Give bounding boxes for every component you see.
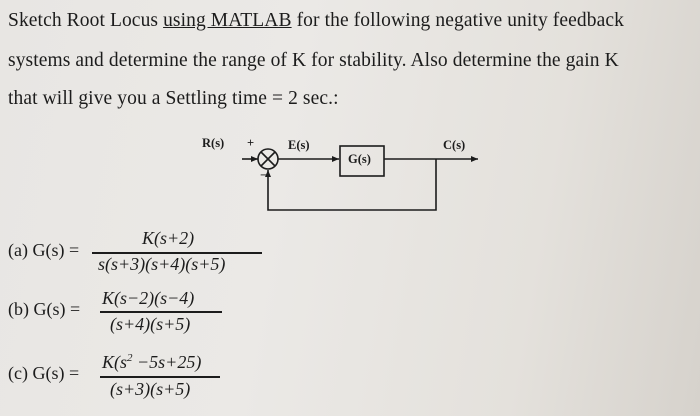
minus-sign-label: − (260, 168, 268, 182)
equation-c-denominator: (s+3)(s+5) (110, 379, 191, 399)
input-label: R(s) (202, 136, 225, 150)
problem-line-3: that will give you a Settling time = 2 sec.: (8, 88, 339, 109)
equation-c-fraction-bar (100, 376, 220, 378)
equation-c (8, 350, 298, 405)
output-label: C(s) (443, 138, 466, 152)
equation-c-numerator-post: −5s+25) (132, 352, 202, 372)
feedback-block-diagram (200, 128, 500, 220)
equation-b-numerator: K(s−2)(s−4) (102, 288, 195, 308)
matlab-link-text: using MATLAB (163, 10, 292, 31)
problem-line-2: systems and determine the range of K for stability. Also determine the gain K (8, 50, 619, 71)
problem-text-1b: for the following negative unity feedback (291, 10, 624, 31)
error-label: E(s) (288, 138, 310, 152)
problem-text-1a: Sketch Root Locus (8, 10, 164, 31)
equation-b-label: (b) G(s) = (8, 299, 81, 319)
equation-a-label: (a) G(s) = (8, 240, 80, 260)
equation-a-fraction (92, 228, 262, 280)
plus-sign-label: + (247, 136, 255, 150)
equation-c-label: (c) G(s) = (8, 363, 80, 383)
equation-b (8, 290, 298, 340)
equation-a (8, 228, 298, 282)
equation-c-numerator-exponent: 2 (127, 352, 133, 364)
equation-c-numerator-pre: K(s (102, 352, 128, 372)
equation-b-fraction (100, 290, 222, 338)
equation-a-numerator: K(s+2) (142, 228, 195, 248)
problem-line-1 (8, 10, 624, 32)
block-label: G(s) (348, 152, 371, 166)
summing-junction-icon (258, 149, 278, 169)
equation-c-fraction (100, 350, 220, 402)
equation-c-numerator (102, 352, 201, 373)
equation-a-denominator: s(s+3)(s+4)(s+5) (98, 254, 226, 274)
equation-b-denominator: (s+4)(s+5) (110, 314, 191, 334)
equation-b-fraction-bar (100, 311, 222, 313)
